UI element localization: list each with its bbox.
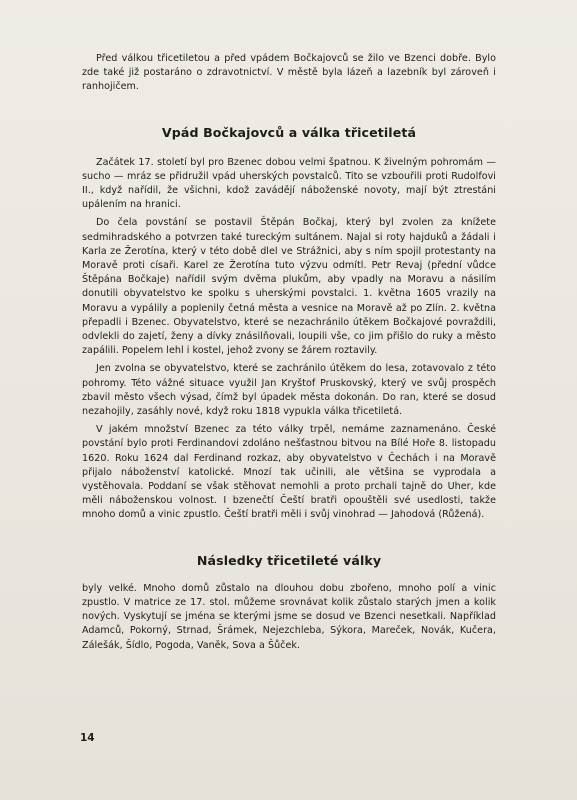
section-heading-bockaj-invasion: Vpád Bočkajovců a válka třicetiletá: [161, 124, 417, 140]
paragraph: byly velké. Mnoho domů zůstalo na dlouhou dobu zbořeno, mnoho polí a vinic zpustlo. V matrice ze 17. stol. můžeme srovnávat kolik zůstalo starých jmen a kolik nových. Vyskytují se jména se kterými jsme se dosud ve Bzenci nesetkali. Například Adamců, Pokorný, Strnad, Šrámek, Nejezchleba, Sýkora, Mareček, Novák, Kučera, Zálešák, Šídlo, Pogoda, Vaněk, Sova a Šůček.: [82, 582, 496, 651]
page-content: [82, 52, 496, 653]
intro-paragraph: Před válkou třicetiletou a před vpádem Bočkajovců se žilo ve Bzenci dobře. Bylo zde také již postaráno o zdravotnictví. V městě byla lázeň a lazebník byl zároveň i ranhojičem.: [82, 53, 496, 93]
section-heading-consequences: Následky třicetileté války: [196, 552, 382, 568]
paragraph: Začátek 17. století byl pro Bzenec dobou velmi špatnou. K živelným pohromám — sucho — mráz se přidružil vpád uherských povstalců. Tito se vzbouřili proti Rudolfovi II., když nařídil, že všichni, kdož zavádějí náboženské novoty, mají být ztrestáni upálením na hranici.: [82, 156, 496, 211]
paragraph: V jakém množství Bzenec za této války trpěl, nemáme zaznamenáno. České povstání bylo proti Ferdinandovi zdoláno nešťastnou bitvou na Bílé Hoře 8. listopadu 1620. Roku 1624 dal Ferdinand rozkaz, aby obyvatelstvo v Čechách i na Moravě přijalo náboženství katolické. Mnozí tak učinili, ale většina se vyprodala a vystěhovala. Poddaní se však stěhovat nemohli a proto prchali tajně do Uher, kde měli náboženskou volnost. I bzenečtí Čeští bratři opouštěli své usedlosti, takže mnoho domů a vinic zpustlo. Čeští bratři měli i svůj vinohrad — Jahodová (Růžená).: [82, 424, 496, 521]
paragraph: Jen zvolna se obyvatelstvo, které se zachránilo útěkem do lesa, zotavovalo z této pohromy. Této vážné situace využil Jan Kryštof Pruskovský, který ve svůj prospěch zbavil město všech výsad, čímž byl úpadek města dokonán. Do ran, které se dosud nezahojily, zasáhly nové, když roku 1818 vypukla válka třicetiletá.: [82, 363, 496, 418]
page-number: 14: [80, 732, 95, 744]
paragraph: Do čela povstání se postavil Štěpán Bočkaj, který byl zvolen za knížete sedmihradského a potvrzen také tureckým sultánem. Najal si roty hajduků a žádali i Karla ze Žerotína, který v této době dlel ve Strážnici, aby s ním spojil protestanty na Moravě proti císaři. Karel ze Žerotína tuto výzvu odmítl. Petr Revaj (přední vůdce Štěpána Bočkaje) nařídil svým dvěma plukům, aby vpadly na Moravu a násilím donutili obyvatelstvo ke spolku s uherskými povstalci. 1. května 1605 vrazily na Moravu a vypálily a poplenily četná města a vesnice na Moravě až po Zlín. 2. května přepadli i Bzenec. Obyvatelstvo, které se nezachránilo útěkem Bočkajové povraždili, odvlekli do zajetí, ženy a dívky znásilňovali, loupili vše, co jim přišlo do ruky a město zapálili. Popelem lehl i kostel, jehož zvony se žárem roztavily.: [82, 217, 496, 357]
